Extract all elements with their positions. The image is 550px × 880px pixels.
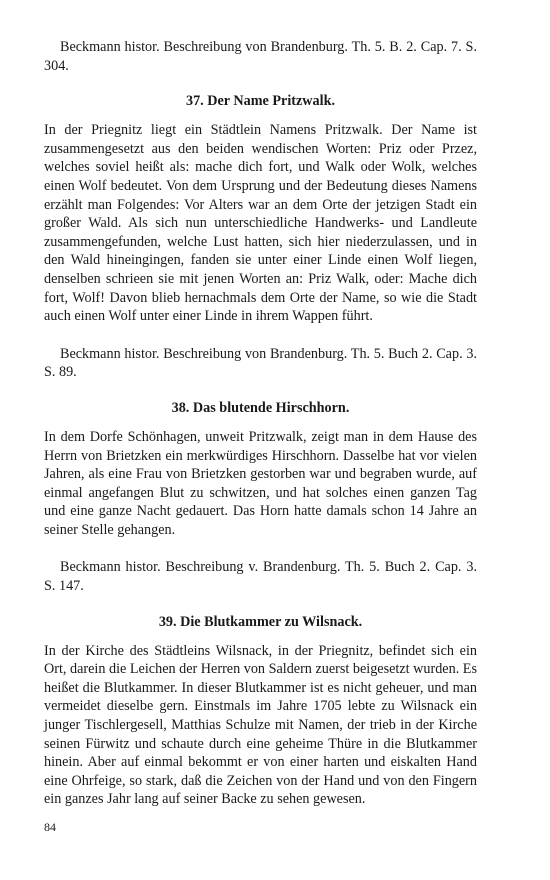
page-number: 84 [44,820,56,834]
section-heading-38: 38. Das blutende Hirschhorn. [171,399,350,416]
page-body [44,38,477,809]
story-text-39: In der Kirche des Städtleins Wilsnack, in der Priegnitz, befindet sich ein Ort, darein die Leichen der Herren von Saldern zuerst beigesetzt wurden. Es heißet die Blutkammer. In dieser Blutkammer ist es nicht geheuer, und man vermeidet dieselbe gern. Einstmals im Jahre 1705 lebte zu Wilsnack ein junger Tischlergesell, Matthias Schulze mit Namen, der trieb in der Kirche seinen Fürwitz und schaute durch eine geheime Thüre in die Blutkammer hinein. Aber auf einmal bekommt er von einer harten und eiskalten Hand eine Ohrfeige, so stark, daß die Zeichen von der Hand und von den Fingern ein ganzes Jahr lang auf seiner Backe zu sehen gewesen. [44,642,477,808]
story-text-37: In der Priegnitz liegt ein Städtlein Namens Pritzwalk. Der Name ist zusammengesetzt aus den beiden wendischen Worten: Priz oder Przez, welches soviel heißt als: mache dich fort, und Walk oder Wolk, welches einen Wolf bedeutet. Von dem Ursprung und der Bedeutung dieses Namens erzählt man Folgendes: Vor Alters war an dem Orte der jetzigen Stadt ein großer Wald. Als sich nun unterschiedliche Handwerks- und Landleute zusammengefunden, welche Lust hatten, sich hier niederzulassen, und in den Wald hineingingen, fanden sie unter einer Linde einen Wolf liegen, denselben schrieen sie mit jenen Worten an: Priz Walk, oder: Mache dich fort, Wolf! Davon blieb hernachmals dem Orte der Name, so wie die Stadt auch einen Wolf unter einer Linde in ihrem Wappen führt. [44,122,477,325]
section-heading-37: 37. Der Name Pritzwalk. [185,93,336,110]
source-citation-38: Beckmann histor. Beschreibung v. Brandenburg. Th. 5. Buch 2. Cap. 3. S. 147. [44,559,477,595]
story-text-38: In dem Dorfe Schönhagen, unweit Pritzwalk, zeigt man in dem Hause des Herrn von Brietzken ein merkwürdiges Hirschhorn. Dasselbe hat vor vielen Jahren, als eine Frau von Brietzken gestorben war und begraben wurde, auf einmal angefangen Blut zu schwitzen, und hat solches einen ganzen Tag und eine ganze Nacht gedauert. Das Horn hatte damals schon 14 Jahre an seiner Stelle gehangen. [44,428,477,538]
source-citation-36: Beckmann histor. Beschreibung von Brandenburg. Th. 5. B. 2. Cap. 7. S. 304. [44,39,477,74]
source-citation-37: Beckmann histor. Beschreibung von Brandenburg. Th. 5. Buch 2. Cap. 3. S. 89. [44,345,477,381]
section-heading-39: 39. Die Blutkammer zu Wilsnack. [158,613,363,630]
